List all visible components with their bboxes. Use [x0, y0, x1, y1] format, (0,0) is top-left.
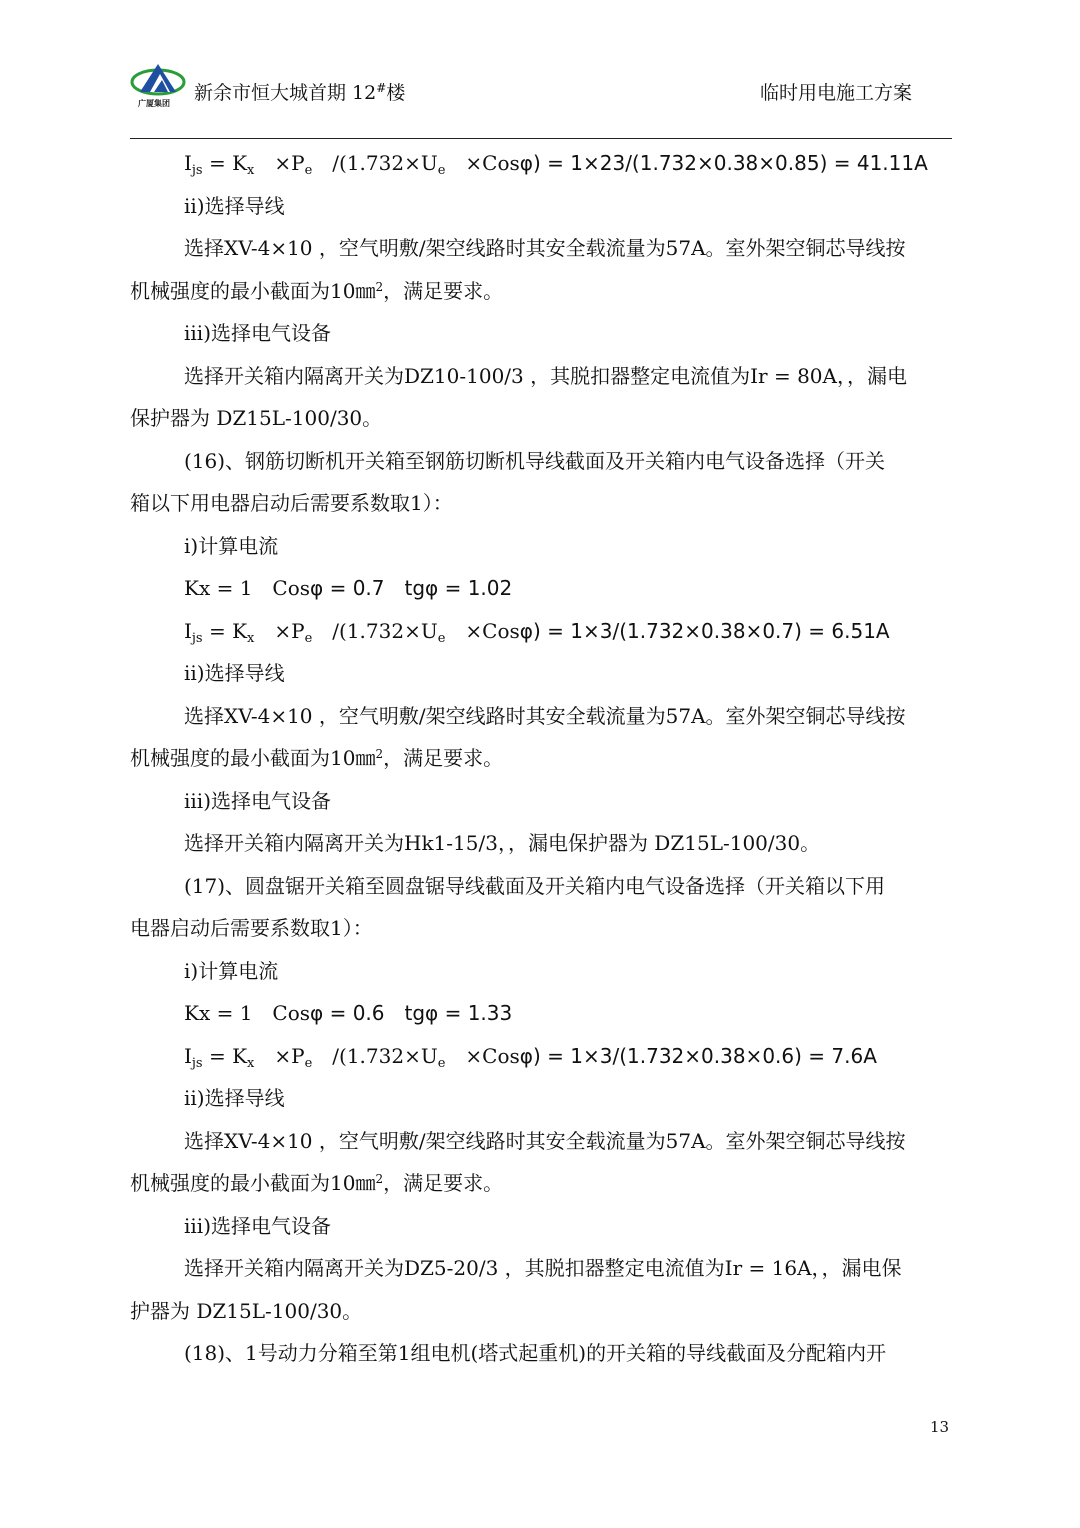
formula-line: $I_{js} = K_x$ $\times P_e$ $/(1.732\times U_e$ ×Cosφ) = 1×3/(1.732×0.38×0.7) = 6.51A — [184, 618, 890, 646]
paragraph-line: 选择开关箱内隔离开关为DZ5-20/3 ，其脱扣器整定电流值为Ir = 16A，，漏电保 — [184, 1256, 902, 1280]
document-body — [130, 142, 952, 1375]
formula-line: $I_{js} = K_x$ $\times P_e$ $/(1.732\times U_e$ ×Cosφ) = 1×23/(1.732×0.38×0.85) = 41.11A — [184, 151, 928, 178]
project-name: 新余市恒大城首期 12#楼 — [194, 81, 406, 104]
paragraph-line: 选择开关箱内隔离开关为DZ10-100/3 ，其脱扣器整定电流值为Ir = 80A，，漏电 — [184, 363, 907, 388]
formula-line: $I_{js} = K_x$ $\times P_e$ $/(1.732\times U_e$ ×Cosφ) = 1×3/(1.732×0.38×0.6) = 7.6A — [184, 1043, 877, 1071]
paragraph-line: (18)、1号动力分箱至第1组电机(塔式起重机)的开关箱的导线截面及分配箱内开 — [184, 1341, 887, 1365]
formula-line: Kx = 1 Cosφ = 0.6 tgφ = 1.33 — [184, 1001, 513, 1025]
paragraph-line: 电器启动后需要系数取1）： — [130, 916, 373, 940]
section-heading: ii)选择导线 — [184, 193, 285, 218]
company-logo — [130, 58, 186, 114]
paragraph-line: 机械强度的最小截面为10㎜$^2$，满足要求。 — [130, 746, 504, 770]
section-heading: ii)选择导线 — [184, 661, 285, 685]
section-heading: i)计算电流 — [184, 533, 279, 558]
paragraph-line: (16)、钢筋切断机开关箱至钢筋切断机导线截面及开关箱内电气设备选择（开关 — [184, 448, 886, 473]
section-heading: ii)选择导线 — [184, 1086, 285, 1110]
paragraph-line: 保护器为 DZ15L-100/30。 — [130, 406, 383, 430]
section-heading: iii)选择电气设备 — [184, 1213, 331, 1238]
paragraph-line: 选择开关箱内隔离开关为Hk1-15/3，，漏电保护器为 DZ15L-100/30。 — [184, 831, 821, 855]
document-title: 临时用电施工方案 — [759, 82, 912, 104]
section-heading: i)计算电流 — [184, 958, 279, 983]
paragraph-line: 箱以下用电器启动后需要系数取1）： — [130, 491, 453, 515]
page-header — [130, 58, 952, 138]
section-heading: iii)选择电气设备 — [184, 788, 331, 813]
section-heading: iii)选择电气设备 — [184, 321, 331, 345]
header-rule — [130, 138, 952, 139]
paragraph-line: 选择XV-4×10 ，空气明敷/架空线路时其安全载流量为57A。室外架空铜芯导线按 — [184, 703, 906, 728]
logo-wordmark: 广厦集团 — [138, 99, 170, 108]
paragraph-line: 护器为 DZ15L-100/30。 — [130, 1298, 363, 1323]
page-number: 13 — [930, 1418, 950, 1436]
paragraph-line: 选择XV-4×10 ，空气明敷/架空线路时其安全载流量为57A。室外架空铜芯导线按 — [184, 1128, 906, 1153]
paragraph-line: 机械强度的最小截面为10㎜$^2$，满足要求。 — [130, 1171, 504, 1195]
paragraph-line: 选择XV-4×10 ，空气明敷/架空线路时其安全载流量为57A。室外架空铜芯导线按 — [184, 236, 906, 260]
paragraph-line: (17)、圆盘锯开关箱至圆盘锯导线截面及开关箱内电气设备选择（开关箱以下用 — [184, 873, 886, 898]
formula-line: Kx = 1 Cosφ = 0.7 tgφ = 1.02 — [184, 576, 513, 600]
paragraph-line: 机械强度的最小截面为10㎜$^2$，满足要求。 — [130, 278, 504, 303]
